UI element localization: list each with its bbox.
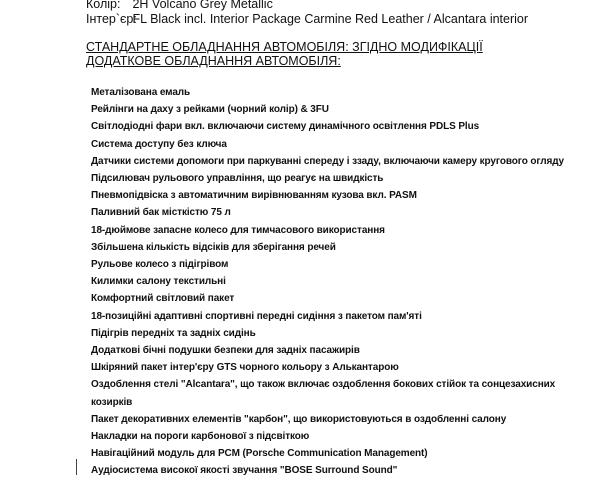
- list-item: Пневмопідвіска з автоматичним вирівнюванням кузова вкл. PASM: [91, 190, 417, 202]
- list-item: Система доступу без ключа: [91, 138, 227, 150]
- list-item: Підсилювач рульового управління, що реагує на швидкість: [91, 173, 384, 185]
- list-item: Світлодіодні фари вкл. включаючи систему динамічного освітлення PDLS Plus: [91, 121, 480, 133]
- text-cursor: [76, 459, 77, 475]
- list-item: Килимки салону текстильні: [91, 276, 226, 288]
- list-item: 18-дюймове запасне колесо для тимчасового використання: [91, 224, 385, 236]
- standard-equipment-heading: СТАНДАРТНЕ ОБЛАДНАННЯ АВТОМОБІЛЯ: ЗГІДНО МОДИФІКАЦІЇ: [86, 40, 483, 54]
- list-item: Додаткові бічні подушки безпеки для задніх пасажирів: [91, 345, 360, 357]
- list-item: Комфортний світловий пакет: [91, 293, 235, 305]
- list-item: Накладки на пороги карбонової з підсвіткою: [91, 431, 310, 443]
- list-item: Підігрів передніх та задніх сидінь: [91, 327, 256, 339]
- equipment-list: [91, 84, 571, 480]
- interior-label: Інтер`єр:: [86, 12, 137, 26]
- color-row: [86, 0, 273, 12]
- color-value: 2H Volcano Grey Metallic: [132, 0, 273, 11]
- color-label: Колір:: [86, 0, 121, 11]
- list-item: Паливний бак місткістю 75 л: [91, 207, 231, 219]
- list-item: Шкіряний пакет інтер'єру GTS чорного кольору з Алькантарою: [91, 362, 399, 374]
- list-item: Рейлінги на даху з рейками (чорний колір) & 3FU: [91, 104, 329, 116]
- interior-value: FL Black incl. Interior Package Carmine Red Leather / Alcantara interior: [132, 12, 529, 26]
- section-heading: [86, 40, 483, 68]
- list-item: Оздоблення стелі "Alcantara", що також включає оздоблення бокових стійок та сонцезахисних козирків: [91, 379, 556, 408]
- list-item: Рульове колесо з підігрівом: [91, 259, 229, 271]
- list-item: Пакет декоративних елементів "карбон", що використовуються в оздобленні салону: [91, 413, 507, 425]
- additional-equipment-heading: ДОДАТКОВЕ ОБЛАДНАННЯ АВТОМОБІЛЯ:: [86, 54, 341, 68]
- list-item: 18-позиційні адаптивні спортивні передні сидіння з пакетом пам'яті: [91, 310, 422, 322]
- interior-row: [86, 12, 528, 27]
- list-item: Металізована емаль: [91, 87, 191, 98]
- list-item: Навігаційний модуль для PCM (Porsche Communication Management): [91, 448, 428, 460]
- list-item: Датчики системи допомоги при паркуванні спереду і ззаду, включаючи камеру кругового огляду: [91, 155, 565, 167]
- list-item: Збільшена кількість відсіків для зберігання речей: [91, 241, 336, 253]
- list-item: Аудіосистема високої якості звучання "BOSE Surround Sound": [91, 465, 398, 477]
